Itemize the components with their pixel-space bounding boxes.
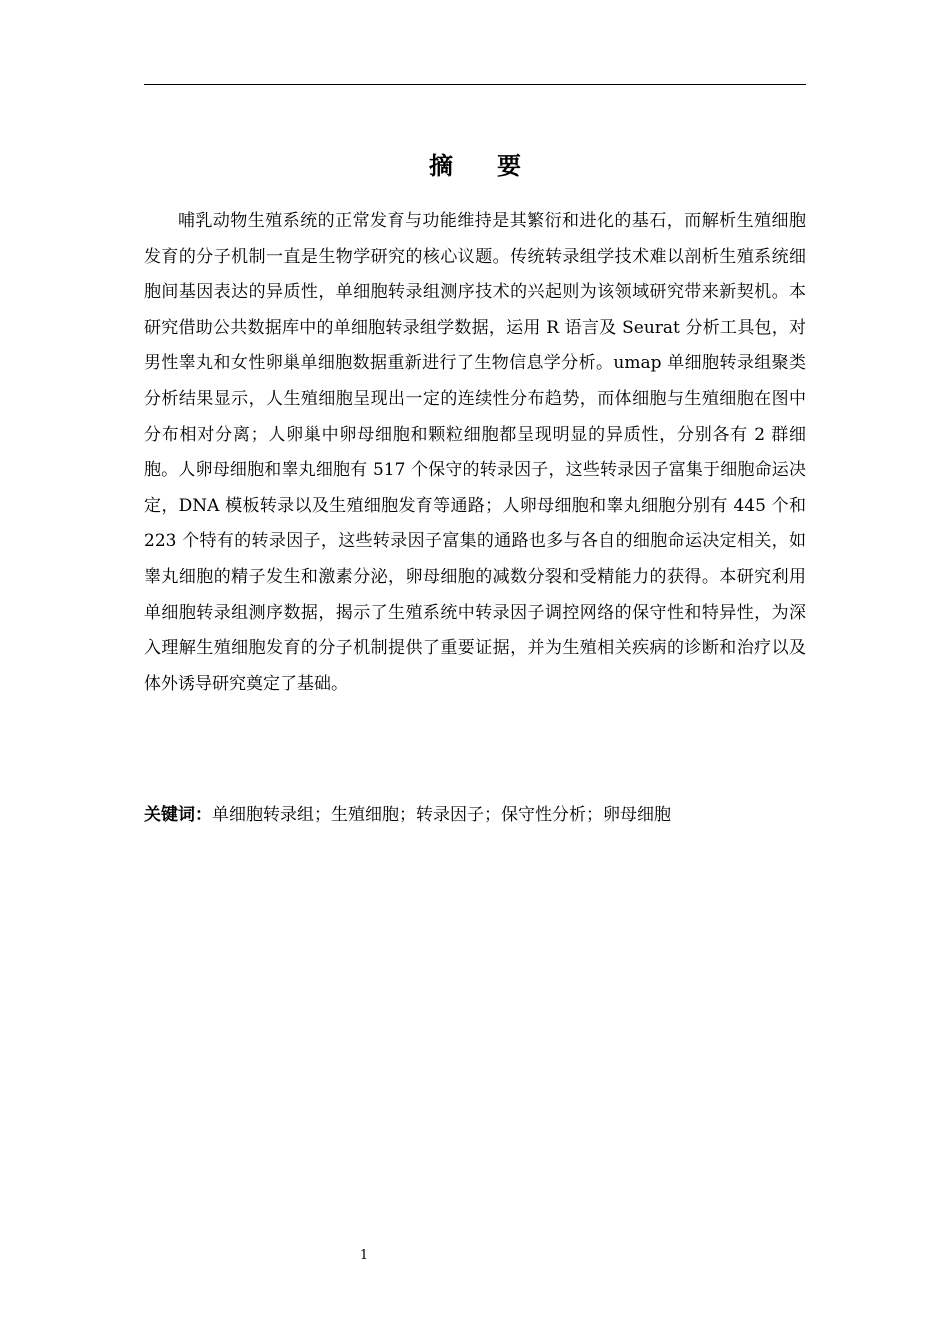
keywords-line [144, 798, 806, 833]
abstract-title [144, 146, 806, 186]
abstract-title-char-2: 要 [497, 152, 521, 180]
abstract-title-char-1: 摘 [429, 152, 453, 180]
keywords-text: 单细胞转录组；生殖细胞；转录因子；保守性分析；卵母细胞 [212, 805, 671, 825]
page-number: 1 [359, 1248, 369, 1263]
keywords-label: 关键词： [144, 805, 212, 825]
header-rule [144, 84, 806, 85]
abstract-body: 哺乳动物生殖系统的正常发育与功能维持是其繁衍和进化的基石，而解析生殖细胞发育的分子机制一直是生物学研究的核心议题。传统转录组学技术难以剖析生殖系统细胞间基因表达的异质性，单细胞转录组测序技术的兴起则为该领域研究带来新契机。本研究借助公共数据库中的单细胞转录组学数据，运用 R 语言及 Seurat 分析工具包，对男性睾丸和女性卵巢单细胞数据重新进行了生物信息学分析。umap 单细胞转录组聚类分析结果显示，人生殖细胞呈现出一定的连续性分布趋势，而体细胞与生殖细胞在图中分布相对分离；人卵巢中卵母细胞和颗粒细胞都呈现明显的异质性，分别各有 2 群细胞。人卵母细胞和睾丸细胞有 517 个保守的转录因子，这些转录因子富集于细胞命运决定，DNA 模板转录以及生殖细胞发育等通路；人卵母细胞和睾丸细胞分别有 445 个和 223 个特有的转录因子，这些转录因子富集的通路也多与各自的细胞命运决定相关，如睾丸细胞的精子发生和激素分泌，卵母细胞的减数分裂和受精能力的获得。本研究利用单细胞转录组测序数据，揭示了生殖系统中转录因子调控网络的保守性和特异性，为深入理解生殖细胞发育的分子机制提供了重要证据，并为生殖相关疾病的诊断和治疗以及体外诱导研究奠定了基础。 [144, 211, 806, 694]
